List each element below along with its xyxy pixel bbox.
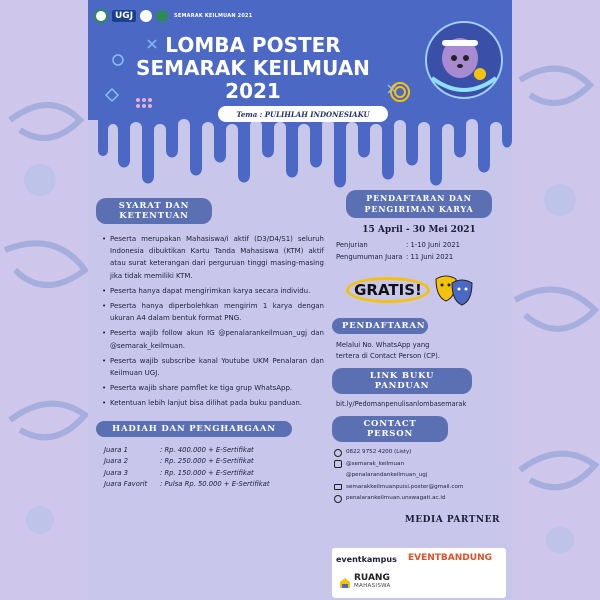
prize-row	[96, 445, 324, 457]
poster-title-line1: LOMBA POSTER	[165, 33, 341, 57]
free-badge: GRATIS!	[346, 277, 430, 303]
contact-item[interactable]	[332, 447, 506, 459]
contact-item[interactable]	[332, 470, 506, 482]
contact-text: penalarankeilmuan.unswagati.ac.id	[346, 495, 446, 501]
guidebook-heading: LINK BUKU PANDUAN	[332, 368, 472, 394]
list-item: • Peserta hanya dapat mengirimkan karya secara individu.	[102, 285, 324, 297]
registration-dates: 15 April - 30 Mei 2021	[362, 225, 476, 235]
organization-logo	[94, 9, 108, 23]
announcement-row	[332, 251, 506, 263]
contact-heading: CONTACT PERSON	[332, 416, 448, 442]
contact-text: @penalarandankeilmuan_ugj	[346, 472, 428, 478]
list-item: • Peserta wajib subscribe kanal Youtube UKM Penalaran dan Keilmuan UGJ.	[102, 355, 324, 379]
prize-row	[96, 468, 324, 480]
prize-value: : Rp. 250.000 + E-Sertifikat	[160, 457, 254, 466]
list-item: • Peserta wajib follow akun IG @penalarankeilmuan_ugj dan @semarak_keilmuan.	[102, 327, 324, 351]
heading-line: PENDAFTARAN DAN	[366, 193, 472, 203]
event-label: SEMARAK KEILMUAN 2021	[174, 13, 253, 19]
ugj-logo: UGJ	[112, 10, 136, 22]
free-badge-area	[332, 273, 506, 313]
pendaftaran-heading: PENDAFTARAN	[332, 318, 428, 334]
prize-name: Juara 2	[104, 457, 128, 466]
heading-line: PENGIRIMAN KARYA	[364, 204, 474, 214]
theme-banner: Tema : PULIHLAH INDONESIAKU	[218, 106, 388, 122]
prize-value: : Rp. 150.000 + E-Sertifikat	[160, 468, 254, 477]
mascot-icon	[424, 18, 504, 102]
eventkampus-logo: eventkampus	[336, 555, 397, 564]
syarat-heading: SYARAT DAN KETENTUAN	[96, 198, 212, 224]
contact-item[interactable]	[332, 459, 506, 471]
poster	[88, 0, 512, 600]
announcement-label: Pengumuman Juara	[336, 253, 403, 261]
list-item: • Ketentuan lebih lanjut bisa dilihat pada buku panduan.	[102, 397, 324, 409]
right-column	[332, 190, 506, 525]
instagram-icon	[334, 460, 342, 468]
announcement-value: : 11 Juni 2021	[406, 253, 454, 261]
ruang-mahasiswa-subtitle: MAHASISWA	[354, 583, 391, 589]
list-item: • Peserta merupakan Mahasiswa/i aktif (D3/D4/S1) seluruh Indonesia dibuktikan Kartu Tanda Mahasiswa (KTM) aktif atau surat keterangan dari perguruan tinggi masing-masing jika tidak memiliki KTM.	[102, 233, 324, 282]
contact-text: 0822 9752 4200 (Listy)	[346, 449, 412, 455]
prize-row	[96, 479, 324, 491]
media-partner-logos	[332, 548, 506, 598]
ruang-mahasiswa-logo: RUANG	[354, 573, 390, 583]
registration-info: tertera di Contact Person (CP).	[336, 352, 440, 360]
registration-submission-heading	[346, 190, 492, 218]
rules-list	[96, 233, 324, 410]
ruang-mahasiswa-logo-icon	[338, 576, 352, 590]
contact-text: @semarak_keilmuan	[346, 460, 405, 467]
judging-label: Penjurian	[336, 241, 368, 249]
header-logos	[94, 6, 252, 26]
prize-value: : Rp. 400.000 + E-Sertifikat	[160, 445, 254, 454]
theater-masks-icon	[432, 273, 476, 309]
list-item: • Peserta wajib share pamflet ke tiga grup WhatsApp.	[102, 382, 324, 394]
guidebook-link[interactable]: bit.ly/Pedomanpenulisanlombasemarak	[336, 400, 467, 408]
prize-value: : Pulsa Rp. 50.000 + E-Sertifikat	[160, 480, 270, 489]
prize-name: Juara Favorit	[104, 480, 148, 489]
registration-info: Melalui No. WhatsApp yang	[336, 341, 430, 349]
email-icon	[334, 484, 342, 490]
prize-row	[96, 456, 324, 468]
left-column	[96, 198, 324, 491]
partner-logo	[156, 10, 168, 22]
contact-item[interactable]	[332, 482, 506, 494]
web-icon	[334, 495, 342, 503]
hadiah-heading: HADIAH DAN PENGHARGAAN	[96, 421, 292, 437]
prize-name: Juara 1	[104, 445, 128, 454]
contact-item[interactable]	[332, 493, 506, 505]
list-item: • Peserta hanya diperbolehkan mengirim 1 karya dengan ukuran A4 dalam bentuk format PNG.	[102, 300, 324, 324]
eventbandung-logo: EVENTBANDUNG	[408, 553, 492, 563]
prize-name: Juara 3	[104, 468, 128, 477]
partner-logo	[140, 10, 152, 22]
poster-title-line2: SEMARAK KEILMUAN	[136, 56, 370, 80]
media-partner-heading: MEDIA PARTNER	[404, 514, 500, 525]
poster-title-line3: 2021	[225, 79, 281, 103]
contact-text: semarakkeilmuanpuisi.poster@gmail.com	[346, 483, 464, 490]
judging-value: : 1-10 Juni 2021	[406, 241, 461, 249]
prizes-section	[96, 416, 324, 491]
whatsapp-icon	[334, 449, 342, 457]
judging-row	[332, 239, 506, 251]
